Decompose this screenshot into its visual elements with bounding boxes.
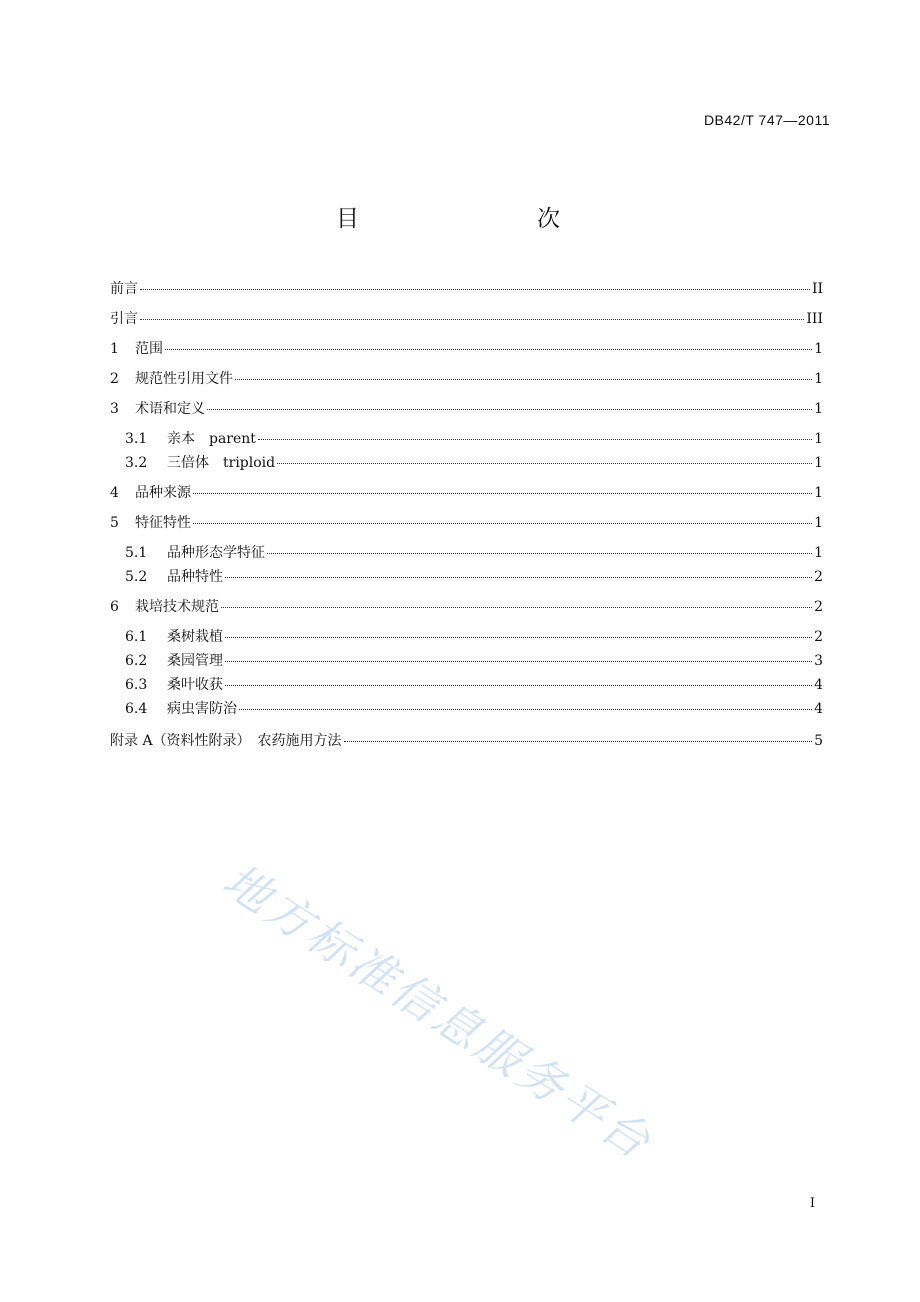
toc-entry-6-3[interactable]: [125, 675, 823, 695]
toc-entry-page: 1: [814, 401, 823, 417]
toc-entry-page: 2: [814, 599, 823, 615]
toc-entry-6-2[interactable]: [125, 651, 823, 671]
toc-entry-number: 2: [110, 371, 119, 387]
toc-entry-page: 1: [814, 455, 823, 471]
toc-leader-dots: [193, 523, 812, 524]
toc-entry-number: 5.2: [125, 569, 148, 585]
toc-entry-2[interactable]: [110, 369, 823, 389]
toc-entry-6-4[interactable]: [125, 699, 823, 719]
toc-entry-3-1[interactable]: [125, 429, 823, 449]
toc-leader-dots: [258, 439, 812, 440]
toc-entry-5[interactable]: [110, 513, 823, 533]
toc-entry-page: 1: [814, 341, 823, 357]
toc-entry-label: 特征特性: [135, 515, 191, 531]
toc-leader-dots: [267, 553, 812, 554]
toc-entry-page: 1: [814, 545, 823, 561]
toc-entry-number: 6: [110, 599, 119, 615]
toc-leader-dots: [239, 709, 812, 710]
toc-entry-4[interactable]: [110, 483, 823, 503]
toc-leader-dots: [207, 409, 812, 410]
toc-entry-number: 6.3: [125, 677, 148, 693]
toc-entry-page: 1: [814, 515, 823, 531]
toc-entry-label: 品种特性: [167, 569, 223, 585]
toc-entry-label: 品种来源: [135, 485, 191, 501]
toc-leader-dots: [140, 319, 804, 320]
toc-entry-page: 2: [814, 569, 823, 585]
toc-entry-label: 规范性引用文件: [135, 371, 233, 387]
toc-entry-page: 1: [814, 371, 823, 387]
toc-entry-label: 亲本 parent: [167, 431, 256, 447]
toc-entry-3-2[interactable]: [125, 453, 823, 473]
toc-entry-number: 3.1: [125, 431, 148, 447]
page-number: I: [809, 1196, 815, 1211]
toc-entry-3[interactable]: [110, 399, 823, 419]
toc-entry-page: 1: [814, 485, 823, 501]
toc-entry-page: 2: [814, 629, 823, 645]
toc-entry-number: 4: [110, 485, 119, 501]
toc-entry-page: 3: [814, 653, 823, 669]
toc-entry-label: 品种形态学特征: [167, 545, 265, 561]
toc-entry-number: 6.2: [125, 653, 148, 669]
toc-entry-1[interactable]: [110, 339, 823, 359]
toc-entry-label: 引言: [110, 311, 138, 327]
toc-entry-page: III: [806, 311, 823, 327]
toc-leader-dots: [225, 577, 812, 578]
toc-leader-dots: [193, 493, 812, 494]
toc-entry-label: 桑园管理: [167, 653, 223, 669]
toc-entry-foreword[interactable]: [110, 279, 823, 299]
toc-entry-page: 1: [814, 431, 823, 447]
watermark: 地方标准信息服务平台: [213, 852, 663, 1171]
toc-entry-number: 5.1: [125, 545, 148, 561]
toc-leader-dots: [225, 685, 812, 686]
toc-entry-label: 附录 A（资料性附录） 农药施用方法: [110, 733, 342, 749]
toc-entry-number: 6.1: [125, 629, 148, 645]
toc-entry-label: 桑树栽植: [167, 629, 223, 645]
toc-entry-label: 三倍体 triploid: [167, 455, 276, 471]
toc-title: 目 次: [336, 206, 604, 232]
toc-entry-page: 4: [814, 701, 823, 717]
toc-entry-introduction[interactable]: [110, 309, 823, 329]
toc-entry-label: 病虫害防治: [167, 701, 237, 717]
toc-entry-number: 5: [110, 515, 119, 531]
toc-entry-label: 栽培技术规范: [135, 599, 219, 615]
toc-leader-dots: [235, 379, 812, 380]
toc-leader-dots: [344, 741, 813, 742]
toc-entry-label: 桑叶收获: [167, 677, 223, 693]
toc-leader-dots: [225, 637, 812, 638]
toc-entry-6[interactable]: [110, 597, 823, 617]
toc-leader-dots: [221, 607, 812, 608]
toc-entry-appendix-a[interactable]: [110, 731, 823, 751]
toc-entry-6-1[interactable]: [125, 627, 823, 647]
toc-entry-page: 5: [814, 733, 823, 749]
toc-entry-label: 术语和定义: [135, 401, 205, 417]
toc-leader-dots: [225, 661, 812, 662]
toc-entry-page: 4: [814, 677, 823, 693]
toc-entry-page: II: [811, 281, 823, 297]
toc-entry-label: 范围: [135, 341, 163, 357]
toc-entry-number: 6.4: [125, 701, 148, 717]
toc-leader-dots: [140, 289, 810, 290]
toc-entry-number: 3: [110, 401, 119, 417]
toc-entry-5-1[interactable]: [125, 543, 823, 563]
toc-leader-dots: [165, 349, 812, 350]
document-code: DB42/T 747—2011: [703, 112, 830, 128]
toc-entry-number: 3.2: [125, 455, 148, 471]
toc-leader-dots: [277, 463, 812, 464]
toc-entry-label: 前言: [110, 281, 138, 297]
toc-entry-number: 1: [110, 341, 119, 357]
toc-entry-5-2[interactable]: [125, 567, 823, 587]
